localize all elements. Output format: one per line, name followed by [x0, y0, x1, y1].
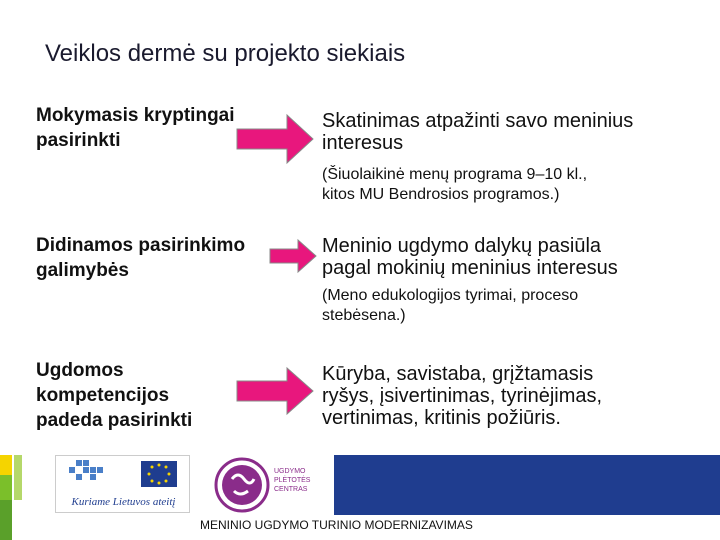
row-1-right-sub: [322, 165, 587, 205]
row-3-left-line-3: padeda pasirinkti: [36, 410, 193, 431]
row-2-left: [36, 233, 245, 283]
row-1-right-line-1: Skatinimas atpažinti savo meninius: [322, 110, 634, 132]
upc-logo-text: [274, 467, 310, 494]
row-1-right-line-2: interesus: [322, 132, 404, 154]
row-1-left-line-1: Mokymasis kryptingai: [36, 105, 235, 126]
row-1-left-line-2: pasirinkti: [36, 130, 121, 151]
row-3-right-line-3: vertinimas, kritinis požiūris.: [322, 407, 561, 429]
upc-text-2: PLĖTOTĖS: [274, 477, 311, 484]
row-2-right-main: [322, 235, 618, 279]
page-title: Veiklos dermė su projekto siekiais: [45, 40, 406, 67]
row-3-left: [36, 358, 192, 433]
row-2-sub-line-1: (Meno edukologijos tyrimai, proceso: [322, 287, 579, 304]
row-3-right-line-2: ryšys, įsivertinimas, tyrinėjimas,: [322, 385, 603, 407]
row-3-left-line-2: kompetencijos: [36, 385, 170, 406]
upc-logo-mark: [214, 457, 270, 513]
blue-block: [334, 455, 720, 515]
row-2-sub-line-2: stebėsena.): [322, 307, 406, 324]
eu-logo: [55, 455, 190, 513]
row-2-left-line-1: Didinamos pasirinkimo: [36, 235, 246, 256]
row-2-right-sub: [322, 286, 578, 326]
row-3-left-line-1: Ugdomos: [36, 360, 124, 381]
row-1-right-main: [322, 110, 633, 154]
upc-logo: [212, 455, 322, 515]
row-2-right-line-1: Meninio ugdymo dalykų pasiūla: [322, 235, 602, 257]
footer-caption: MENINIO UGDYMO TURINIO MODERNIZAVIMAS: [200, 518, 473, 532]
eu-logo-graphic: [56, 456, 191, 496]
row-3-right-line-1: Kūryba, savistaba, grįžtamasis: [322, 363, 594, 385]
arrow-right-icon: [235, 366, 315, 416]
upc-text-3: CENTRAS: [274, 486, 308, 493]
upc-text-1: UGDYMO: [274, 468, 306, 475]
row-1-sub-line-1: (Šiuolaikinė menų programa 9–10 kl.,: [322, 166, 588, 183]
arrow-right-icon: [268, 238, 318, 274]
row-2-left-line-2: galimybės: [36, 260, 129, 281]
row-1-left: [36, 103, 235, 153]
row-1-sub-line-2: kitos MU Bendrosios programos.): [322, 186, 560, 203]
row-2-right-line-2: pagal mokinių meninius interesus: [322, 257, 618, 279]
logo-tagline: Kuriame Lietuvos ateitį: [71, 496, 176, 508]
row-3-right-main: [322, 363, 602, 429]
arrow-right-icon: [235, 113, 315, 165]
